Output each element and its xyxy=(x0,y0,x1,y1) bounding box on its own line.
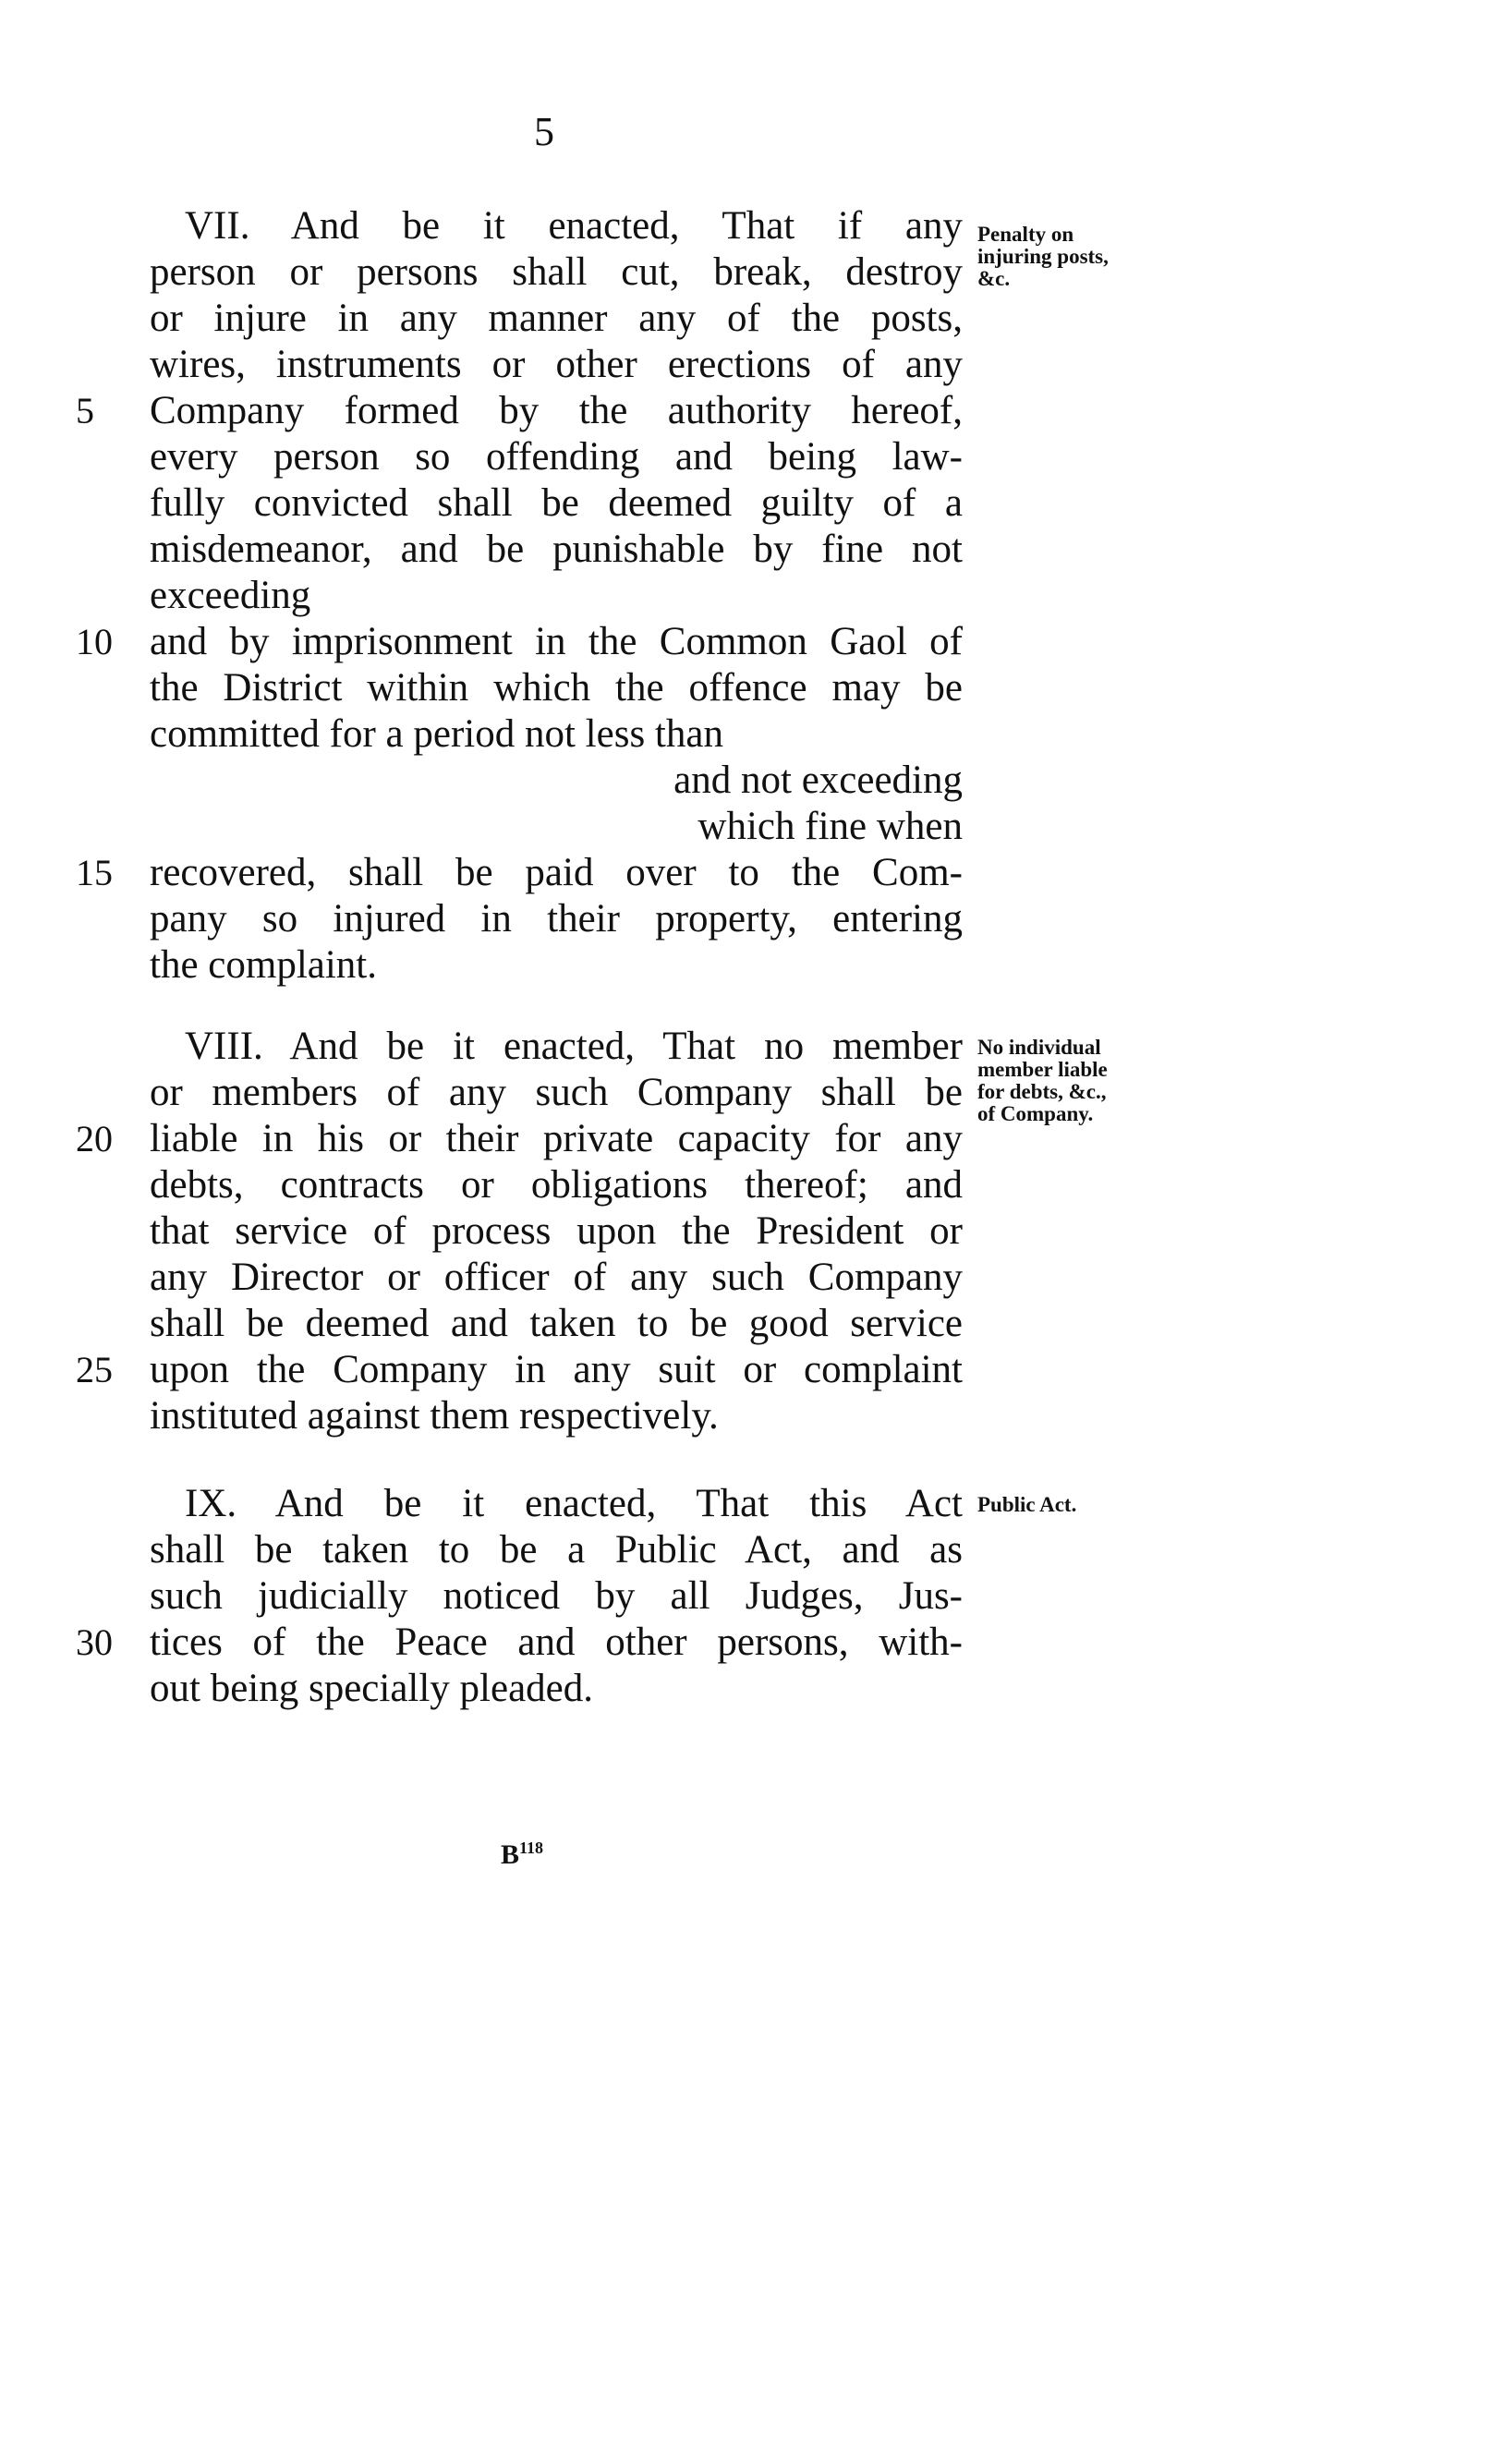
line-text: IX. And be it enacted, That this Act xyxy=(185,1482,963,1525)
line-text: VIII. And be it enacted, That no member xyxy=(185,1025,963,1068)
line-text: and by imprisonment in the Common Gaol of xyxy=(150,620,963,663)
line-number: 20 xyxy=(76,1118,113,1159)
line-text: debts, contracts or obligations thereof; and xyxy=(150,1163,963,1207)
line-text: the complaint. xyxy=(150,943,377,987)
line-text: which fine when xyxy=(697,805,963,848)
line-text: misdemeanor, and be punishable by fine not xyxy=(150,528,963,571)
line-text: wires, instruments or other erections of any xyxy=(150,343,963,386)
line-number: 5 xyxy=(76,390,94,431)
line-text: recovered, shall be paid over to the Com- xyxy=(150,851,963,894)
line-text: tices of the Peace and other persons, with- xyxy=(150,1620,963,1664)
margin-note-no-individual: No individual member liable for debts, &c., of Company. xyxy=(977,1036,1108,1125)
line-number: 25 xyxy=(76,1349,113,1390)
line-text: out being specially pleaded. xyxy=(150,1667,594,1710)
line-number: 30 xyxy=(76,1621,113,1663)
line-number: 15 xyxy=(76,852,113,893)
page-number: 5 xyxy=(534,109,554,154)
line-text: such judicially noticed by all Judges, Jus- xyxy=(150,1574,963,1618)
line-text: that service of process upon the President or xyxy=(150,1209,963,1253)
line-text: the District within which the offence may be xyxy=(150,666,963,710)
line-text: person or persons shall cut, break, destroy xyxy=(150,250,963,294)
line-text: or members of any such Company shall be xyxy=(150,1071,963,1114)
line-text: committed for a period not less than xyxy=(150,712,723,756)
margin-note-penalty: Penalty on injuring posts, &c. xyxy=(977,223,1109,290)
signature-letter: B xyxy=(501,1839,520,1870)
line-text: VII. And be it enacted, That if any xyxy=(185,204,963,248)
printer-signature-mark xyxy=(501,1839,543,1871)
line-text: liable in his or their private capacity for any xyxy=(150,1117,963,1160)
line-text: instituted against them respectively. xyxy=(150,1394,719,1438)
line-text: shall be deemed and taken to be good service xyxy=(150,1302,963,1345)
line-text: Company formed by the authority hereof, xyxy=(150,389,963,432)
line-text: or injure in any manner any of the posts, xyxy=(150,297,963,340)
line-text: exceeding xyxy=(150,574,311,617)
line-text: fully convicted shall be deemed guilty of a xyxy=(150,481,963,525)
signature-number: 118 xyxy=(519,1839,544,1857)
margin-note-public-act: Public Act. xyxy=(977,1493,1077,1516)
line-text: and not exceeding xyxy=(673,759,963,802)
line-text: any Director or officer of any such Company xyxy=(150,1256,963,1299)
line-text: shall be taken to be a Public Act, and as xyxy=(150,1528,963,1572)
line-text: upon the Company in any suit or complaint xyxy=(150,1348,963,1391)
line-text: pany so injured in their property, entering xyxy=(150,897,963,941)
line-number: 10 xyxy=(76,621,113,662)
line-text: every person so offending and being law- xyxy=(150,435,963,479)
